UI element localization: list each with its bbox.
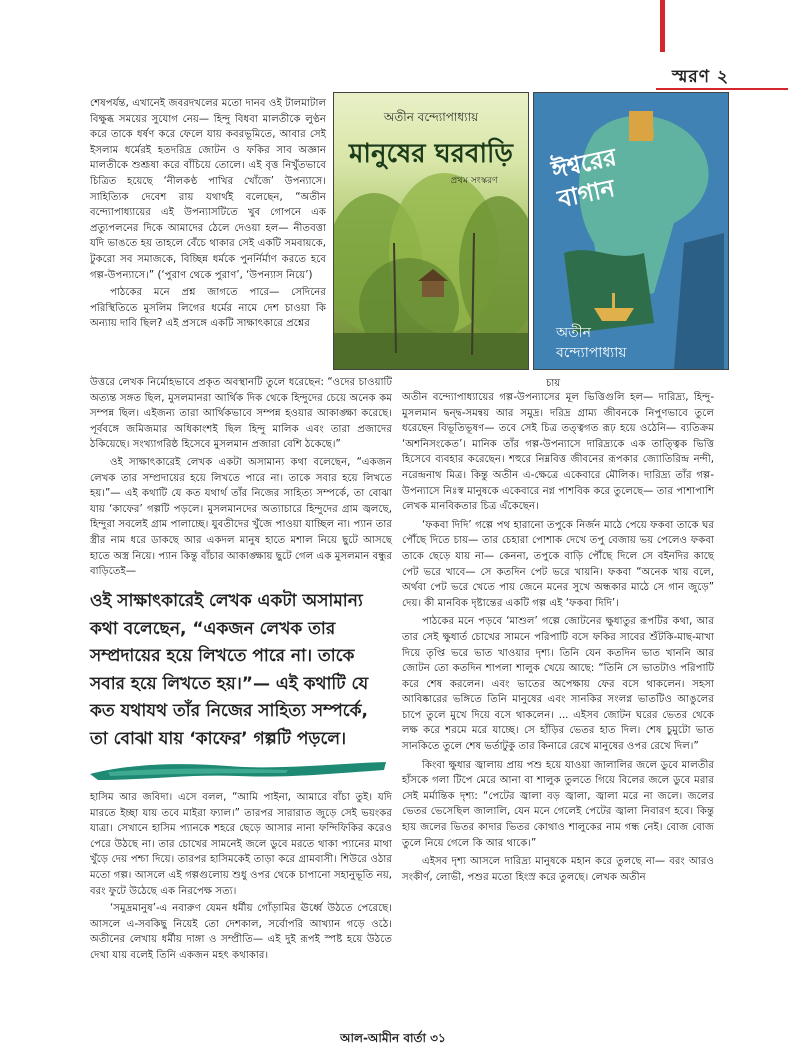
- right-column: [402, 390, 714, 888]
- left-column-middle: [90, 375, 392, 582]
- left-column-bottom: [90, 790, 392, 966]
- paragraph: ‘সমুদ্রমানুষ’-এ নবারুণ যেমন ধর্মীয় গোঁড়ামির ঊর্ধ্বে উঠতে পেরেছে। আসলে এ-সবকিছু নিয়েই তো দেশকাল, সর্বোপরি আখ্যান গড়ে ওঠে। অতীনের লেখায় ধর্মীয় দাঙ্গা ও সম্প্রীতি— এই দুই রূপই স্পষ্ট হয়ে উঠতে দেখা যায় বলেই তিনি একজন মহৎ কথাকার।: [90, 903, 392, 961]
- paragraph: কিংবা ক্ষুধার জ্বালায় প্রায় পশু হয়ে যাওয়া জালালির জলে ডুবে মালতীর হাঁসকে গলা টিপে মেরে আনা বা শালুক তুলতে গিয়ে বিলের জলে ডুবে মরার সেই মর্মান্তিক দৃশ্য: “পেটের জ্বালা বড় জ্বালা, জ্বালা মরে না জলে। জলের ভেতর ভেসেছিল জালালি, যেন মনে গেলেই পেটের জ্বালা নিবারণ হবে। কিন্তু হায় জলের ভিতর কাদার ভিতর কোথাও শালুকের নাম গন্ধ নেই। বোজ বোজ তুলে নিয়ে গেলে কি আর থাকে।”: [402, 759, 714, 849]
- paragraph: অতীন বন্দ্যোপাধ্যায়ের গল্প-উপন্যাসের মূল ভিত্তিগুলি হল— দারিদ্র্য, হিন্দু-মুসলমান দ্বন্দ্ব-সমন্বয় আর সমুদ্র। দরিদ্র গ্রাম্য জীবনকে নিপুণভাবে তুলে ধরেছেন বিভূতিভূষণ— তবে সেই চিত্র তত্ত্বগত রূঢ় হয়ে ওঠেনি— ব্যতিক্রম ‘অশনিসংকেত’। মানিক তাঁর গল্প-উপন্যাসে দারিদ্র্যকে এক তাত্ত্বিক ভিত্তি হিসেবে ব্যবহার করেছেন। শহুরে নিম্নবিত্ত জীবনের রূপকার জ্যোতিরিন্দ্র নন্দী, নরেন্দ্রনাথ মিত্র। কিন্তু অতীন এ-ক্ষেত্রে একেবারে মৌলিক। দারিদ্র্য তাঁর গল্প-উপন্যাসে নিঃস্ব মানুষকে একেবারে নগ্ন পাশবিক করে তুলেছে— তার পাশাপাশি লেখক মানবিকতার চিত্র এঁকেছেন।: [402, 392, 714, 513]
- top-red-bar: [660, 0, 665, 52]
- pull-quote: ওই সাক্ষাৎকারেই লেখক একটা অসামান্য কথা বলেছেন, “একজন লেখক তার সম্প্রদায়ের হয়ে লিখতে পারে না। তাকে সবার হয়ে লিখতে হয়।”— এই কথাটি যে কত যথাযথ তাঁর নিজের সাহিত্য সম্পর্কে, তা বোঝা যায় ‘কাফের’ গল্পটি পড়লে।: [90, 591, 369, 749]
- paragraph: এইসব দৃশ্য আসলে দারিদ্র্য মানুষকে মহান করে তুলছে না— বরং আরও সংকীর্ণ, লোভী, পশুর মতো হিংস্র করে তুলছে। লেখক অতীন: [402, 856, 714, 883]
- section-label: স্মরণ ২: [672, 67, 730, 87]
- page-footer: আল-আমীন বার্তা ৩১: [340, 1031, 446, 1045]
- paragraph: উত্তরে লেখক নির্মোহভাবে প্রকৃত অবস্থানটি তুলে ধরেছেন: “ওদের চাওয়াটি অত্যন্ত সঙ্গত ছিল, মুসলমানরা আর্থিক দিক থেকে হিন্দুদের চেয়ে অনেক কম সম্পন্ন ছিল। এইজন্য তারা আর্থিকভাবে সম্পন্ন হওয়ার আকাঙ্ক্ষা করেছে। পূর্ববঙ্গে জমিজমার অধিকাংশই ছিল হিন্দু মালিক এবং তারা প্রজাদের ঠকিয়েছে। সংখ্যাগরিষ্ঠ হিসেবে মুসলমান প্রজারা বেশি ঠকেছে।”: [90, 377, 392, 451]
- book2-author-line2: বন্দ্যোপাধ্যায়: [556, 345, 627, 361]
- paragraph: পাঠকের মনে প্রশ্ন জাগতে পারে— সেদিনের পরিস্থিতিতে মুসলিম লিগের ধর্মের নামে দেশ চাওয়া কি অন্যায় দাবি ছিল? এই প্রসঙ্গে একটি সাক্ষাৎকারে প্রশ্নের: [90, 287, 326, 330]
- brush-stroke-divider: [88, 758, 388, 784]
- book2-author-line1: অতীন: [556, 325, 591, 341]
- book1-edition: প্রথম সংস্করণ: [450, 176, 498, 186]
- paragraph: ‘ফকবা দিদি’ গল্পে পথ হারানো তপুকে নির্জন মাঠে পেয়ে ফকবা তাকে ঘর পৌঁছে দিতে চায়— তার চেহারা পোশাক দেখে তপু বেজায় ভয় পেলেও ফকবা তাকে ছেড়ে যায় না— কেননা, তপুকে বাড়ি পৌঁছে দিলে সে বইনদির কাছে পেট ভরে খাবে— সে কতদিন পেট ভরে খায়নি। ফকবা “অনেক খায় বলে, অর্থবা পেট ভরে খেতে পায় জেনে মনের সুখে অন্ধকার মাঠে সে গান জুড়ে” দেয়। কী মানবিক দৃষ্টান্তের একটি গল্প এই ‘ফকবা দিদি’।: [402, 519, 714, 609]
- paragraph: হাসিম আর জবিদা। এসে বলল, “আমি পাইনা, আমারে বাঁচা তুই। যদি মারতে ইচ্ছা যায় তবে মাইরা ফ্যাল।” তারপর সারারাত জুড়ে সেই ভয়ংকর যাত্রা। সেখানে হাসিম প্যানকে শহরে ছেড়ে আসার নানা ফন্দিফিকির করেও পেরে উঠছে না। তার চোখের সামনেই জলে ডুবে মরতে থাকা প্যানের মাথা খুঁড়ে দেয় পশ্চা দিয়ে। তারপর হাসিমকেই তাড়া করে গ্রামবাসী। শিউরে ওঠার মতো গল্প। আসলে এই গল্পগুলোয় শুধু ওপর থেকে চাপানো সহানুভূতি নয়, বরং ফুটে উঠেছে এক নিরপেক্ষ সত্য।: [90, 792, 392, 897]
- left-column-top: [90, 96, 326, 334]
- paragraph: ওই সাক্ষাৎকারেই লেখক একটা অসামান্য কথা বলেছেন, “একজন লেখক তার সম্প্রদায়ের হয়ে লিখতে পারে না। তাকে সবার হয়ে লিখতে হয়।”— এই কথাটি যে কত যথার্থ তাঁর নিজের সাহিত্য সম্পর্কে, তা বোঝা যায় ‘কাফের’ গল্পটি পড়লে। মুসলমানদের অত্যাচারে হিন্দুদের গ্রাম জ্বলছে, হিন্দুরা সবলেই গ্রাম পালাচ্ছে। যুবতীদের খুঁজে পাওয়া যাচ্ছিল না। প্যান তার স্ত্রীর নাম ধরে ডাকছে আর একদল মানুষ হাতে মশাল নিয়ে ছুটে আসছে হাতে অস্ত্র নিয়ে। প্যান কিন্তু বাঁচার আকাঙ্ক্ষায় ছুটে গেল এক মুসলমান বন্ধুর বাড়িতেই—: [90, 456, 392, 578]
- section-rule: [656, 88, 788, 90]
- book2-title: ঈশ্বরের বাগান: [549, 143, 619, 214]
- book1-author: অতীন বন্দ্যোপাধ্যায়: [383, 110, 479, 124]
- book-cover-manusher-gharbari: [333, 92, 529, 370]
- paragraph: পাঠকের মনে পড়বে ‘মাশুল’ গল্পে জোটনের ক্ষুধাতুর রূপটির কথা, আর তার সেই ক্ষুধার্ত চোখের সামনে পরিপাটি বসে ফকির সাবের শুঁটকি-মাছ-মাখা দিয়ে তৃপ্তি ভরে ভাত খাওয়ার দৃশ্য। তিনি যেন কতদিন ভাত খাননি আর জোটন তো কতদিন শাপলা শালুক খেয়ে আছে: “তিনি সে ভাতটাও পরিপাটি করে শেষ করলেন। এবং ভাতের অপেক্ষায় ফের বসে থাকলেন। সহসা আবিষ্কারের ভঙ্গিতে তিনি মানুষের এবং সানকির সংলগ্ন ভাতটিও আঙুলের চাপে তুলে মুখে দিয়ে বসে থাকলেন। ... এইসব জোটন ঘরের ভেতর থেকে লক্ষ করে শরমে মরে যাচ্ছে। সে হাঁড়ির ভেতর হাত দিল। শেষ চুমুটো ভাত সানকিতে তুলে শেষ ভর্তাটুকু তার কিনারে রেখে মানুষের ওপর রেখে দিল।”: [402, 616, 714, 753]
- paragraph: শেষপর্যন্ত, এখানেই জবরদখলের মতো দানব ওই টালমাটাল বিক্ষুব্ধ সময়ের সুযোগ নেয়— হিন্দু বিধবা মালতীকে লুণ্ঠন করে তাকে ধর্ষণ করে ফেলে যায় কবরভূমিতে, আবার সেই ইসলাম ধর্মেরই হতদরিদ্র জোটন ও ফকির সাব অজ্ঞান মালতীকে শুশ্রূষা করে বাঁচিয়ে তোলে। এই বৃত্ত নিখুঁতভাবে চিত্রিত হয়েছে ‘নীলকণ্ঠ পাখির খোঁজে’ উপন্যাসে। সাহিত্যিক দেবেশ রায় যথার্থই বলেছেন, “অতীন বন্দ্যোপাধ্যায়ের এই উপন্যাসটিতে খুব গোপনে এক প্রত্যুপলনের দিকে আমাদের ঠেলে দেওয়া হল— নীতবত্তা যদি ভাঙতে হয় তাহলে বেঁচে থাকার সেই একটি সমবায়কে, টুকরো সব সমাজকে, বিচ্ছিন্ন ধর্মকে পুনর্নির্মাণ করতে হবে গল্প-উপন্যাসে।” (‘পুরাণ থেকে পুরাণ’, ‘উপন্যাস নিয়ে’): [90, 98, 326, 281]
- book-cover-ishwarer-bagan: [533, 92, 729, 370]
- book1-title: মানুষের ঘরবাড়ি: [348, 139, 513, 169]
- image-caption-tail: চায়: [546, 378, 561, 389]
